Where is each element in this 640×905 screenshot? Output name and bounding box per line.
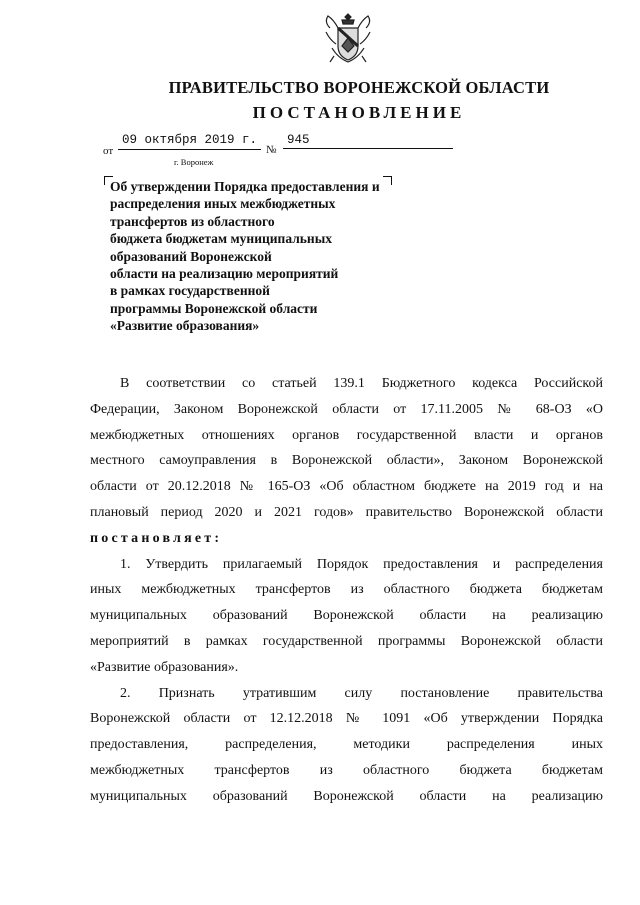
operative-word — [90, 526, 603, 552]
body-line-text: местного самоуправления в Воронежской области», Законом Воронежской — [90, 453, 603, 469]
title-line: программы Воронежской области — [110, 300, 318, 316]
title-line: в рамках государственной — [110, 283, 270, 299]
body-line-text: межбюджетных трансфертов из областного бюджета бюджетам — [90, 762, 603, 778]
document-type: ПОСТАНОВЛЕНИЕ — [252, 103, 466, 122]
title-line: Об утверждении Порядка предоставления и — [110, 179, 380, 194]
body-line-text: области от 20.12.2018 № 165-ОЗ «Об областном бюджете на 2019 год и на — [90, 479, 603, 495]
body-line-text: предоставления, распределения, методики распределения иных — [90, 737, 603, 753]
body-line — [90, 655, 603, 681]
government-title: ПРАВИТЕЛЬСТВО ВОРОНЕЖСКОЙ ОБЛАСТИ — [168, 78, 550, 97]
from-label: от — [103, 145, 114, 157]
body-line — [90, 500, 603, 526]
body-line — [90, 448, 603, 474]
body-line-text: плановый период 2020 и 2021 годов» правительство Воронежской области — [90, 504, 603, 520]
body-line — [90, 603, 603, 629]
body-line-text: мероприятий в рамках государственной программы Воронежской области — [90, 633, 603, 649]
body-line — [90, 397, 603, 423]
title-line: трансфертов из областного — [110, 213, 275, 229]
body-line-text: иных межбюджетных трансфертов из областного бюджета бюджетам — [90, 582, 603, 598]
body-line — [90, 577, 603, 603]
title-line: «Развитие образования» — [110, 318, 260, 334]
body-line — [90, 732, 603, 758]
document-date: 09 октября 2019 г. — [118, 133, 261, 150]
document-body — [90, 371, 603, 810]
coat-of-arms-icon — [322, 10, 374, 66]
body-line — [90, 681, 603, 707]
body-line-text: 1. Утвердить прилагаемый Порядок предоставления и распределения — [120, 556, 603, 572]
body-line-text: муниципальных образований Воронежской области на реализацию — [90, 788, 603, 804]
body-line-text: 2. Признать утратившим силу постановление правительства — [120, 685, 603, 701]
body-line — [90, 423, 603, 449]
city-label: г. Воронеж — [174, 157, 214, 167]
title-line: распределения иных межбюджетных — [110, 196, 336, 212]
body-line — [90, 629, 603, 655]
title-line: области на реализацию мероприятий — [110, 266, 339, 282]
body-line-text: В соответствии со статьей 139.1 Бюджетного кодекса Российской — [120, 376, 603, 391]
title-line: образований Воронежской — [110, 248, 272, 264]
body-line-text: межбюджетных отношениях органов государственной власти и органов — [90, 427, 603, 443]
document-number: 945 — [283, 133, 453, 149]
body-line-text: муниципальных образований Воронежской области на реализацию — [90, 608, 603, 624]
body-line — [90, 784, 603, 810]
body-line — [90, 371, 603, 397]
body-line — [90, 552, 603, 578]
body-line-text: Воронежской области от 12.12.2018 № 1091 «Об утверждении Порядка — [90, 711, 603, 727]
document-title — [110, 178, 410, 335]
body-line — [90, 758, 603, 784]
body-line-text: постановляет: — [90, 530, 223, 546]
body-line-text: «Развитие образования». — [90, 659, 239, 675]
body-line-text: Федерации, Законом Воронежской области от 17.11.2005 № 68-ОЗ «О — [90, 401, 603, 417]
number-sign: № — [266, 144, 277, 156]
body-line — [90, 474, 603, 500]
title-line: бюджета бюджетам муниципальных — [110, 231, 332, 247]
body-line — [90, 706, 603, 732]
